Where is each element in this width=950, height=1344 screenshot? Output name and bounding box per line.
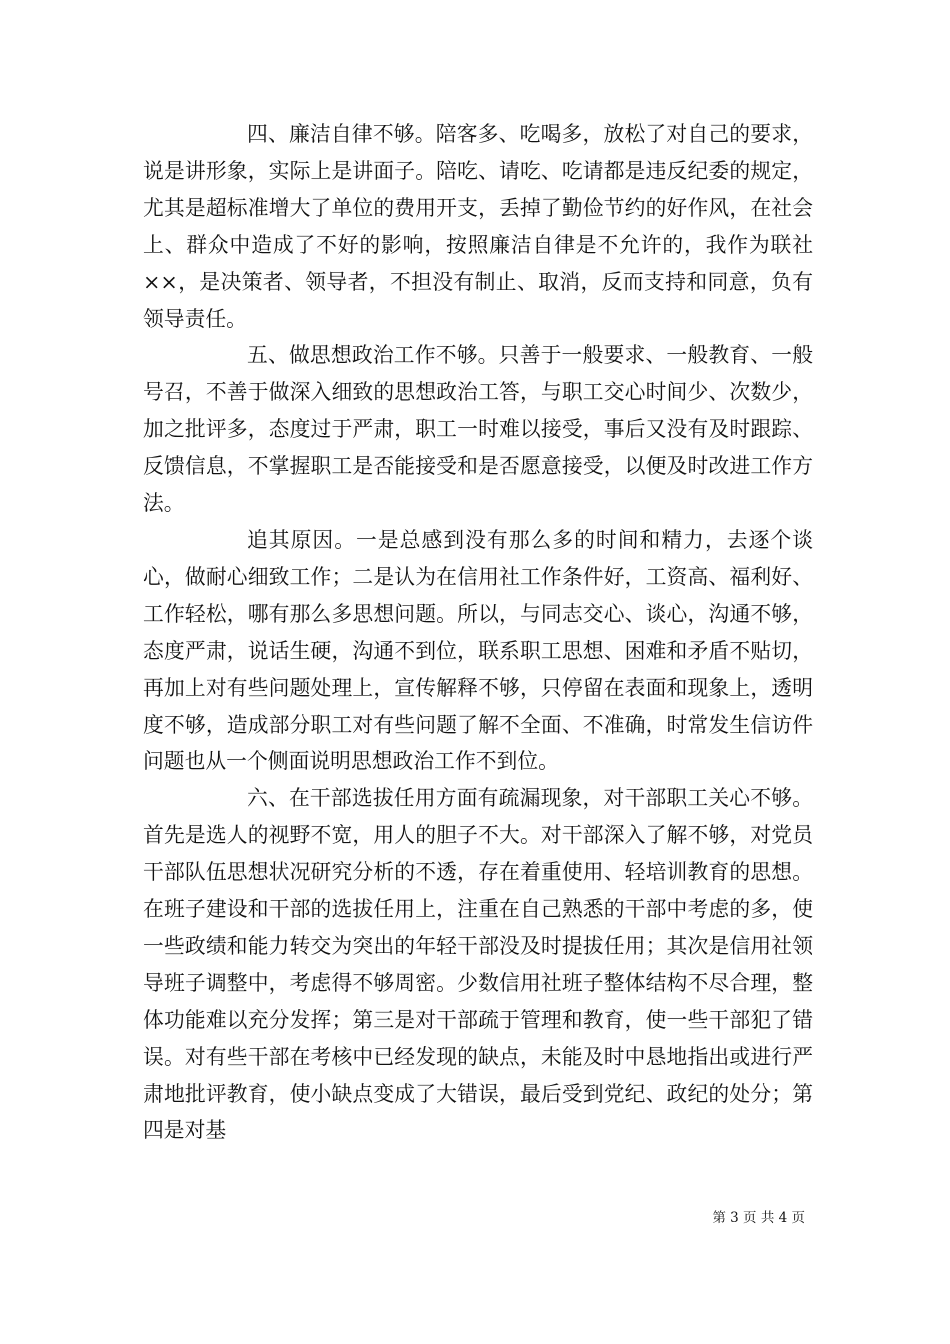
paragraph-causes: 追其原因。一是总感到没有那么多的时间和精力，去逐个谈心，做耐心细致工作；二是认为在信用社工作条件好，工资高、福利好、工作轻松，哪有那么多思想问题。所以，与同志交心、谈心，沟通不够，态度严肃，说话生硬，沟通不到位，联系职工思想、困难和矛盾不贴切，再加上对有些问题处理上，宣传解释不够，只停留在表面和现象上，透明度不够，造成部分职工对有些问题了解不全面、不准确，时常发生信访件问题也从一个侧面说明思想政治工作不到位。 [143, 527, 813, 774]
body-text [143, 116, 813, 1149]
paragraph-cadre-selection: 六、在干部选拔任用方面有疏漏现象，对干部职工关心不够。首先是选人的视野不宽，用人的胆子不大。对干部深入了解不够，对党员干部队伍思想状况研究分析的不透，存在着重使用、轻培训教育的思想。在班子建设和干部的选拔任用上，注重在自己熟悉的干部中考虑的多，使一些政绩和能力转交为突出的年轻干部没及时提拔任用；其次是信用社领导班子调整中，考虑得不够周密。少数信用社班子整体结构不尽合理，整体功能难以充分发挥；第三是对干部疏于管理和教育，使一些干部犯了错误。对有些干部在考核中已经发现的缺点，未能及时中恳地指出或进行严肃地批评教育，使小缺点变成了大错误，最后受到党纪、政纪的处分；第四是对基 [143, 786, 813, 1143]
paragraph-integrity: 四、廉洁自律不够。陪客多、吃喝多，放松了对自己的要求，说是讲形象，实际上是讲面子。陪吃、请吃、吃请都是违反纪委的规定，尤其是超标准增大了单位的费用开支，丢掉了勤俭节约的好作风，在社会上、群众中造成了不好的影响，按照廉洁自律是不允许的，我作为联社××，是决策者、领导者，不担没有制止、取消，反而支持和同意，负有领导责任。 [143, 122, 813, 331]
paragraph-political-work: 五、做思想政治工作不够。只善于一般要求、一般教育、一般号召，不善于做深入细致的思想政治工答，与职工交心时间少、次数少，加之批评多，态度过于严肃，职工一时难以接受，事后又没有及时跟踪、反馈信息，不掌握职工是否能接受和是否愿意接受，以便及时改进工作方法。 [143, 343, 813, 516]
page-number-footer: 第 3 页 共 4 页 [712, 1210, 805, 1226]
